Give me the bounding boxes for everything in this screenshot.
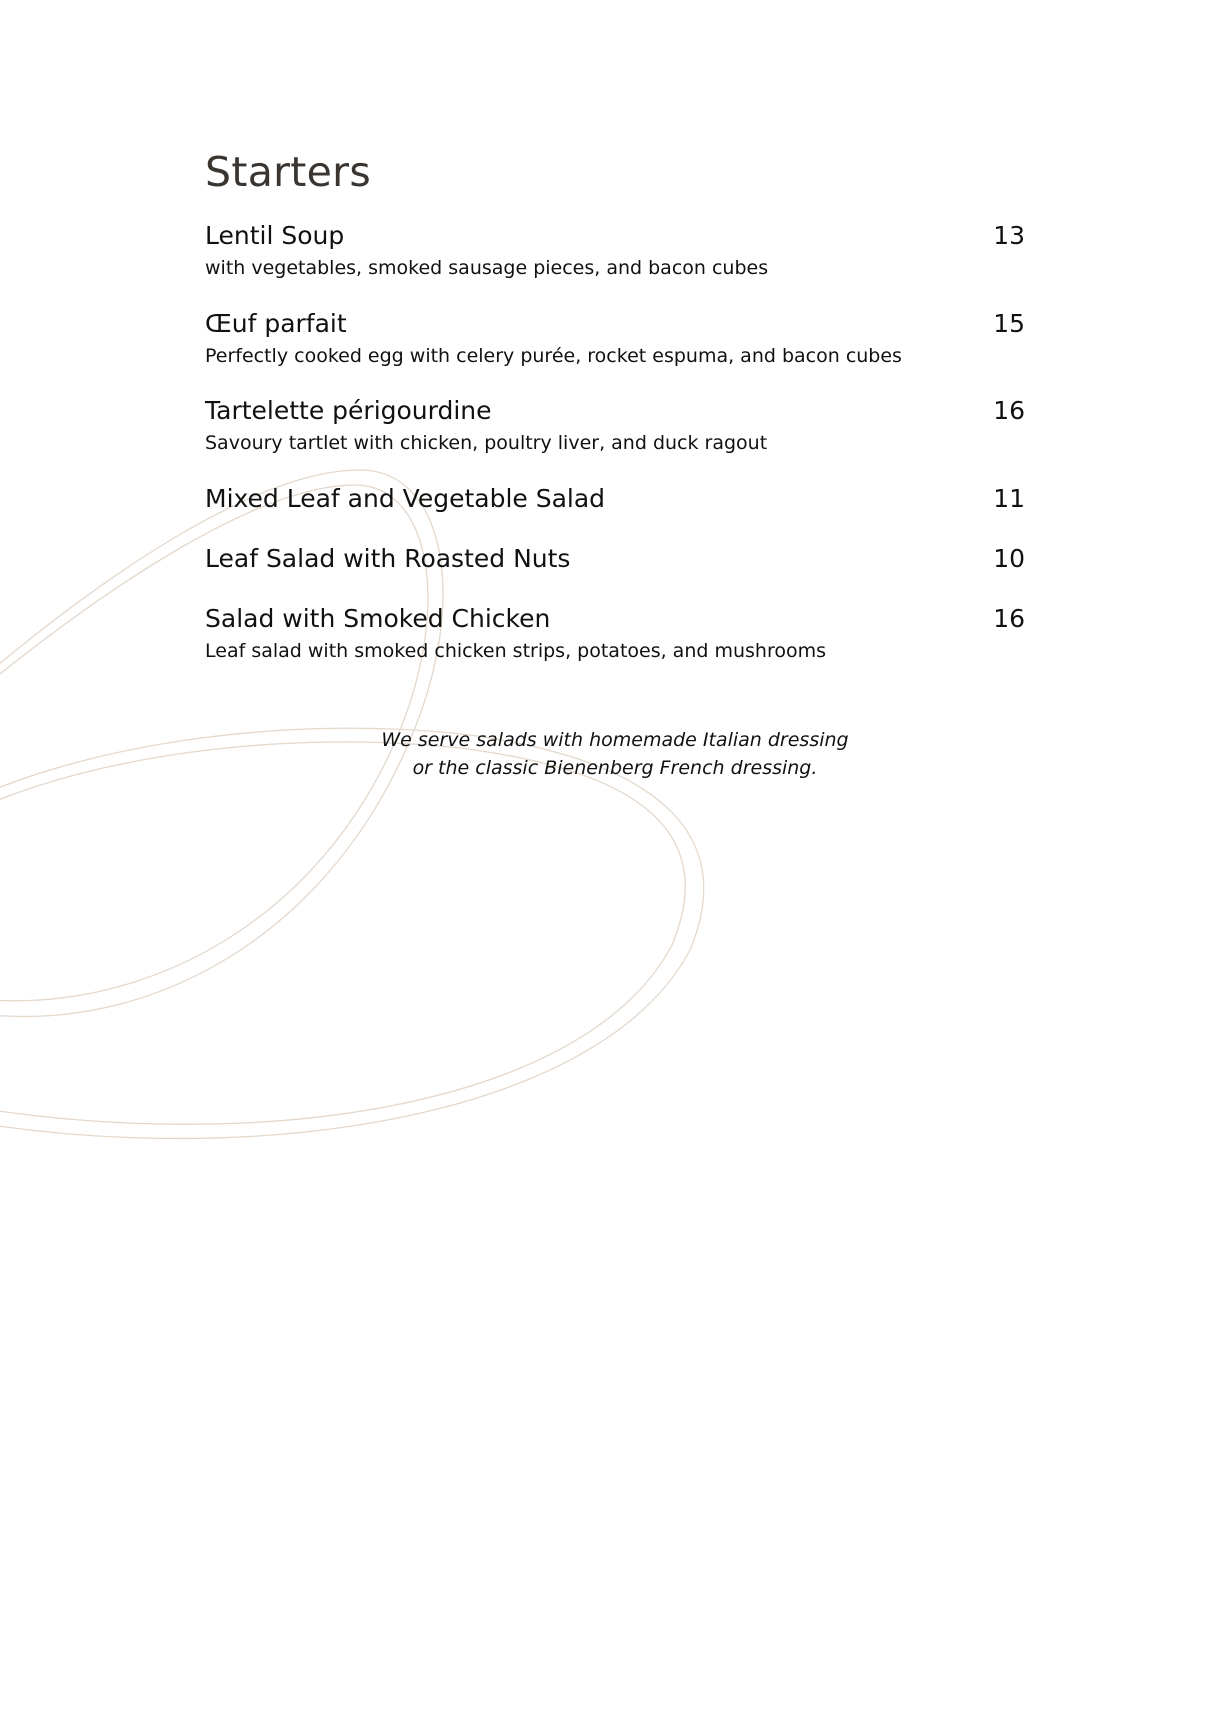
item-price: 11 bbox=[993, 484, 1025, 513]
item-description: Leaf salad with smoked chicken strips, potatoes, and mushrooms bbox=[205, 640, 827, 662]
note-line: We serve salads with homemade Italian dressing bbox=[381, 729, 849, 751]
item-description: Savoury tartlet with chicken, poultry liver, and duck ragout bbox=[205, 432, 768, 454]
item-price: 15 bbox=[993, 309, 1025, 338]
item-name: Lentil Soup bbox=[205, 221, 345, 250]
item-name: Tartelette périgourdine bbox=[205, 396, 492, 425]
item-price: 16 bbox=[993, 396, 1025, 425]
note-line: or the classic Bienenberg French dressing. bbox=[412, 757, 818, 779]
item-description: Perfectly cooked egg with celery purée, rocket espuma, and bacon cubes bbox=[205, 345, 902, 367]
item-name: Mixed Leaf and Vegetable Salad bbox=[205, 484, 606, 513]
item-name: Œuf parfait bbox=[205, 309, 347, 338]
item-description: with vegetables, smoked sausage pieces, and bacon cubes bbox=[205, 257, 769, 279]
item-name: Salad with Smoked Chicken bbox=[205, 604, 551, 633]
item-price: 13 bbox=[993, 221, 1025, 250]
item-price: 10 bbox=[993, 544, 1025, 573]
section-heading: Starters bbox=[205, 148, 371, 196]
dressing-note bbox=[330, 726, 900, 782]
item-price: 16 bbox=[993, 604, 1025, 633]
item-name: Leaf Salad with Roasted Nuts bbox=[205, 544, 571, 573]
